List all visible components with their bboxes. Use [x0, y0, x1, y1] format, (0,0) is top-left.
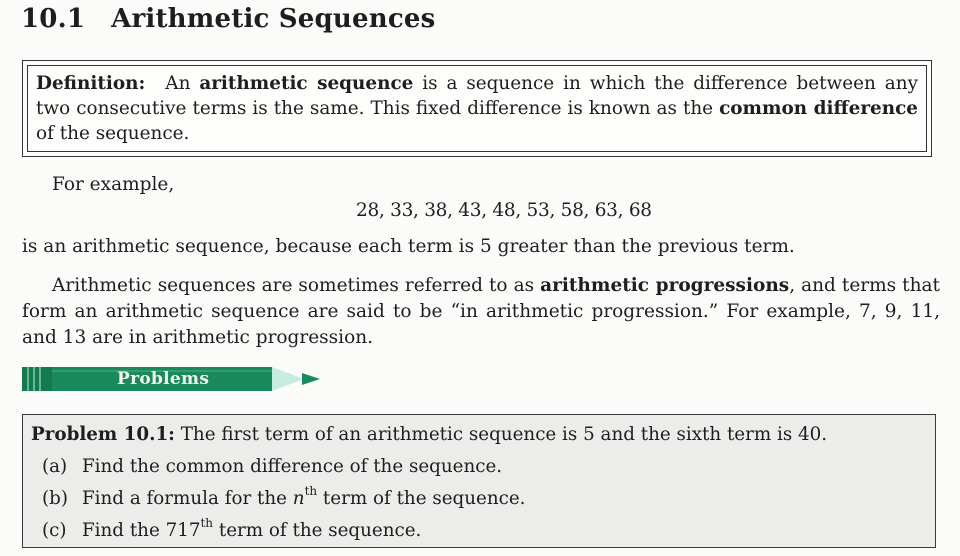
pencil-tip-point — [302, 373, 320, 385]
banner-eraser-band — [22, 367, 52, 391]
problems-banner — [22, 364, 322, 394]
problem-part-b — [31, 483, 927, 515]
definition-text-1: An — [165, 73, 200, 94]
part-text-after: term of the sequence. — [213, 520, 422, 541]
problem-box — [22, 414, 936, 548]
superscript: th — [200, 515, 214, 530]
example-explanation: is an arithmetic sequence, because each term is 5 greater than the previous term. — [22, 236, 795, 257]
example-sequence: 28, 33, 38, 43, 48, 53, 58, 63, 68 — [356, 200, 652, 221]
progression-text-1: Arithmetic sequences are sometimes referred to as — [52, 275, 541, 296]
section-heading — [21, 4, 435, 34]
math-variable: n — [292, 488, 305, 509]
part-letter: (b) — [42, 488, 68, 509]
superscript: th — [304, 483, 318, 498]
problem-statement — [31, 419, 927, 451]
definition-term-arithmetic-sequence: arithmetic sequence — [199, 73, 414, 94]
pencil-tip-wood — [272, 367, 304, 391]
example-intro: For example, — [52, 174, 175, 195]
definition-box-inner — [27, 65, 927, 152]
part-text-after: term of the sequence. — [317, 488, 526, 509]
part-text-before: Find the 717 — [82, 520, 201, 541]
definition-label: Definition: — [36, 73, 146, 94]
progression-text-2: , and terms that form an arithmetic sequence are said to be “in arithmetic progression.” For example, 7, 9, 11, and 13 are in arithmetic progression. — [22, 275, 940, 348]
progression-paragraph — [22, 273, 940, 351]
part-text: Find the common difference of the sequence. — [82, 456, 503, 477]
problem-part-c — [31, 515, 927, 547]
problem-part-a — [31, 451, 927, 483]
section-title: Arithmetic Sequences — [111, 4, 436, 34]
part-letter: (a) — [42, 456, 68, 477]
definition-term-common-difference: common difference — [719, 98, 918, 119]
problem-text: The first term of an arithmetic sequence is 5 and the sixth term is 40. — [174, 424, 828, 445]
part-letter: (c) — [42, 520, 67, 541]
section-number: 10.1 — [21, 4, 86, 34]
definition-text-3: of the sequence. — [36, 123, 190, 144]
definition-box — [22, 60, 932, 157]
problem-label: Problem 10.1: — [31, 424, 175, 445]
part-text-before: Find a formula for the — [82, 488, 293, 509]
definition-text-2: is a sequence in which the difference between any two consecutive terms is the same. This fixed difference is known as the — [36, 73, 918, 119]
problems-label: Problems — [117, 369, 210, 389]
progression-term: arithmetic progressions — [540, 275, 790, 296]
